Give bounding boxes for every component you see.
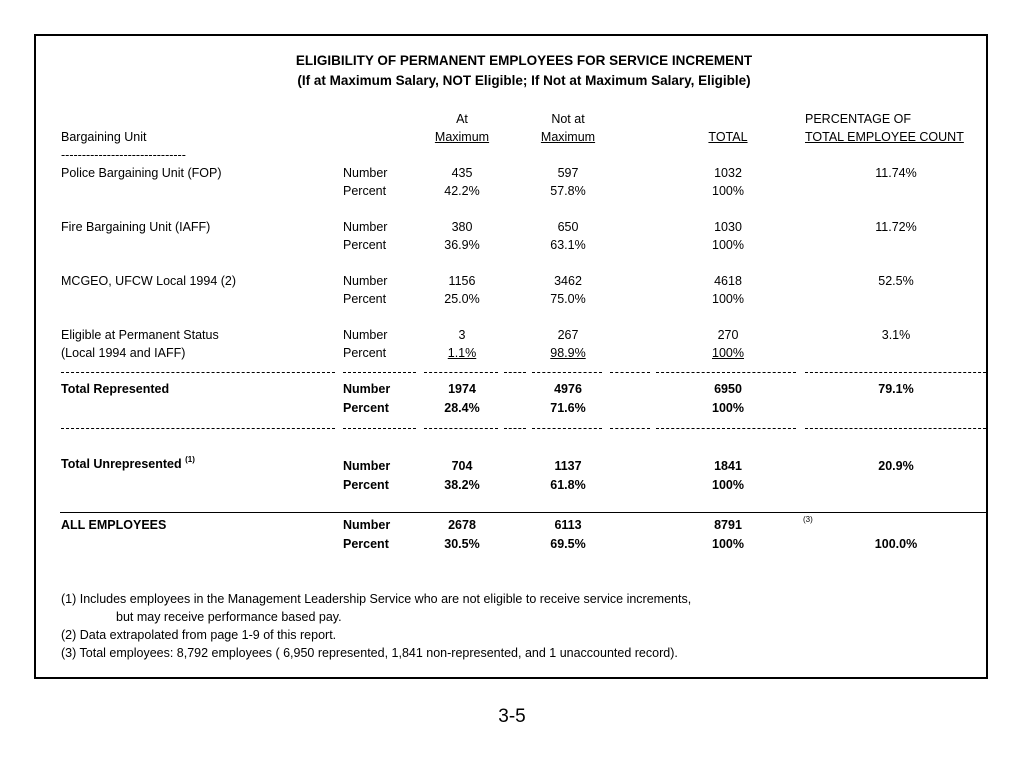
cell-at-max-percent: 1.1% xyxy=(447,346,477,360)
cell-percentage: 79.1% xyxy=(878,382,914,396)
cell-at-max-number: 1156 xyxy=(448,274,476,288)
cell-at-max-percent: 42.2% xyxy=(444,184,480,198)
header-maximum: Maximum xyxy=(434,130,490,144)
cell-not-at-max-number: 6113 xyxy=(554,518,582,532)
page-number: 3-5 xyxy=(498,706,526,727)
cell-at-max-percent: 30.5% xyxy=(444,537,480,551)
cell-not-at-max-number: 597 xyxy=(557,166,579,180)
row-unit-name: Fire Bargaining Unit (IAFF) xyxy=(61,220,211,234)
cell-at-max-percent: 36.9% xyxy=(444,238,480,252)
header-at: At xyxy=(456,112,468,126)
cell-not-at-max-number: 650 xyxy=(557,220,579,234)
cell-not-at-max-number: 3462 xyxy=(554,274,582,288)
footnote-ref-3: (3) xyxy=(803,515,813,524)
cell-at-max-number: 704 xyxy=(451,459,473,473)
solid-separator xyxy=(60,512,988,513)
row-label-percent: Percent xyxy=(343,478,389,492)
header-not-at: Not at xyxy=(551,112,585,126)
cell-total-number: 270 xyxy=(717,328,739,342)
total-unrepresented-label xyxy=(61,457,195,472)
cell-total-number: 8791 xyxy=(714,518,742,532)
cell-percentage: 52.5% xyxy=(878,274,914,288)
cell-not-at-max-number: 1137 xyxy=(554,459,582,473)
footnote-3: (3) Total employees: 8,792 employees ( 6,950 represented, 1,841 non-represented, and 1 unaccounted record). xyxy=(61,646,678,660)
cell-not-at-max-percent: 57.8% xyxy=(550,184,586,198)
row-unit-subname: (Local 1994 and IAFF) xyxy=(61,346,186,360)
row-label-percent: Percent xyxy=(343,537,389,551)
footnote-1-continued: but may receive performance based pay. xyxy=(116,610,342,624)
footnote-2: (2) Data extrapolated from page 1-9 of this report. xyxy=(61,628,337,642)
cell-not-at-max-percent: 71.6% xyxy=(550,401,586,415)
report-title: ELIGIBILITY OF PERMANENT EMPLOYEES FOR SERVICE INCREMENT xyxy=(295,53,753,68)
cell-at-max-number: 1974 xyxy=(448,382,476,396)
row-label-number: Number xyxy=(343,328,388,342)
report-subtitle: (If at Maximum Salary, NOT Eligible; If Not at Maximum Salary, Eligible) xyxy=(297,73,751,88)
row-label-number: Number xyxy=(343,459,391,473)
header-bargaining-unit: Bargaining Unit xyxy=(61,130,147,144)
cell-total-percent: 100% xyxy=(712,184,744,198)
row-label-number: Number xyxy=(343,382,391,396)
row-label-percent: Percent xyxy=(343,401,389,415)
header-total: TOTAL xyxy=(708,130,748,144)
row-label-percent: Percent xyxy=(343,238,387,252)
cell-at-max-number: 380 xyxy=(451,220,473,234)
cell-total-number: 1030 xyxy=(714,220,742,234)
header-unit-rule: ------------------------------ xyxy=(61,148,186,162)
cell-at-max-number: 3 xyxy=(458,328,466,342)
row-label-number: Number xyxy=(343,220,388,234)
cell-not-at-max-percent: 61.8% xyxy=(550,478,586,492)
cell-not-at-max-number: 4976 xyxy=(554,382,582,396)
row-label-number: Number xyxy=(343,166,388,180)
row-label-percent: Percent xyxy=(343,346,387,360)
cell-at-max-percent: 38.2% xyxy=(444,478,480,492)
cell-not-at-max-percent: 69.5% xyxy=(550,537,586,551)
total-unrepresented-text: Total Unrepresented xyxy=(61,457,182,471)
row-unit-name: Eligible at Permanent Status xyxy=(61,328,219,342)
cell-at-max-percent: 25.0% xyxy=(444,292,480,306)
cell-total-number: 1032 xyxy=(714,166,742,180)
cell-total-percent: 100% xyxy=(712,346,744,360)
cell-total-percent: 100% xyxy=(712,537,744,551)
header-not-at-maximum: Maximum xyxy=(540,130,596,144)
cell-total-percent: 100% xyxy=(712,292,744,306)
header-total-employee-count: TOTAL EMPLOYEE COUNT xyxy=(805,130,964,144)
row-label-number: Number xyxy=(343,518,391,532)
cell-at-max-number: 2678 xyxy=(448,518,476,532)
cell-total-number: 6950 xyxy=(714,382,742,396)
cell-total-number: 4618 xyxy=(714,274,742,288)
cell-not-at-max-percent: 75.0% xyxy=(550,292,586,306)
footnote-1: (1) Includes employees in the Management Leadership Service who are not eligible to receive service increments, xyxy=(61,592,692,606)
cell-at-max-percent: 28.4% xyxy=(444,401,480,415)
cell-percentage: 20.9% xyxy=(878,459,914,473)
cell-percentage: 11.72% xyxy=(875,220,917,234)
row-unit-name: MCGEO, UFCW Local 1994 (2) xyxy=(61,274,237,288)
cell-total-number: 1841 xyxy=(714,459,742,473)
header-percentage-of: PERCENTAGE OF xyxy=(805,112,912,126)
cell-total-percent: 100% xyxy=(712,478,744,492)
row-label-number: Number xyxy=(343,274,388,288)
row-label-percent: Percent xyxy=(343,292,387,306)
cell-percentage: 100.0% xyxy=(874,537,918,551)
all-employees-label: ALL EMPLOYEES xyxy=(61,518,167,532)
footnote-ref-1: (1) xyxy=(185,455,195,464)
cell-not-at-max-percent: 98.9% xyxy=(550,346,586,360)
total-represented-label: Total Represented xyxy=(61,382,170,396)
row-unit-name: Police Bargaining Unit (FOP) xyxy=(61,166,222,180)
cell-not-at-max-number: 267 xyxy=(557,328,579,342)
cell-total-percent: 100% xyxy=(712,238,744,252)
cell-percentage: 11.74% xyxy=(875,166,917,180)
cell-percentage: 3.1% xyxy=(881,328,911,342)
cell-total-percent: 100% xyxy=(712,401,744,415)
cell-at-max-number: 435 xyxy=(451,166,473,180)
row-label-percent: Percent xyxy=(343,184,387,198)
cell-not-at-max-percent: 63.1% xyxy=(550,238,586,252)
